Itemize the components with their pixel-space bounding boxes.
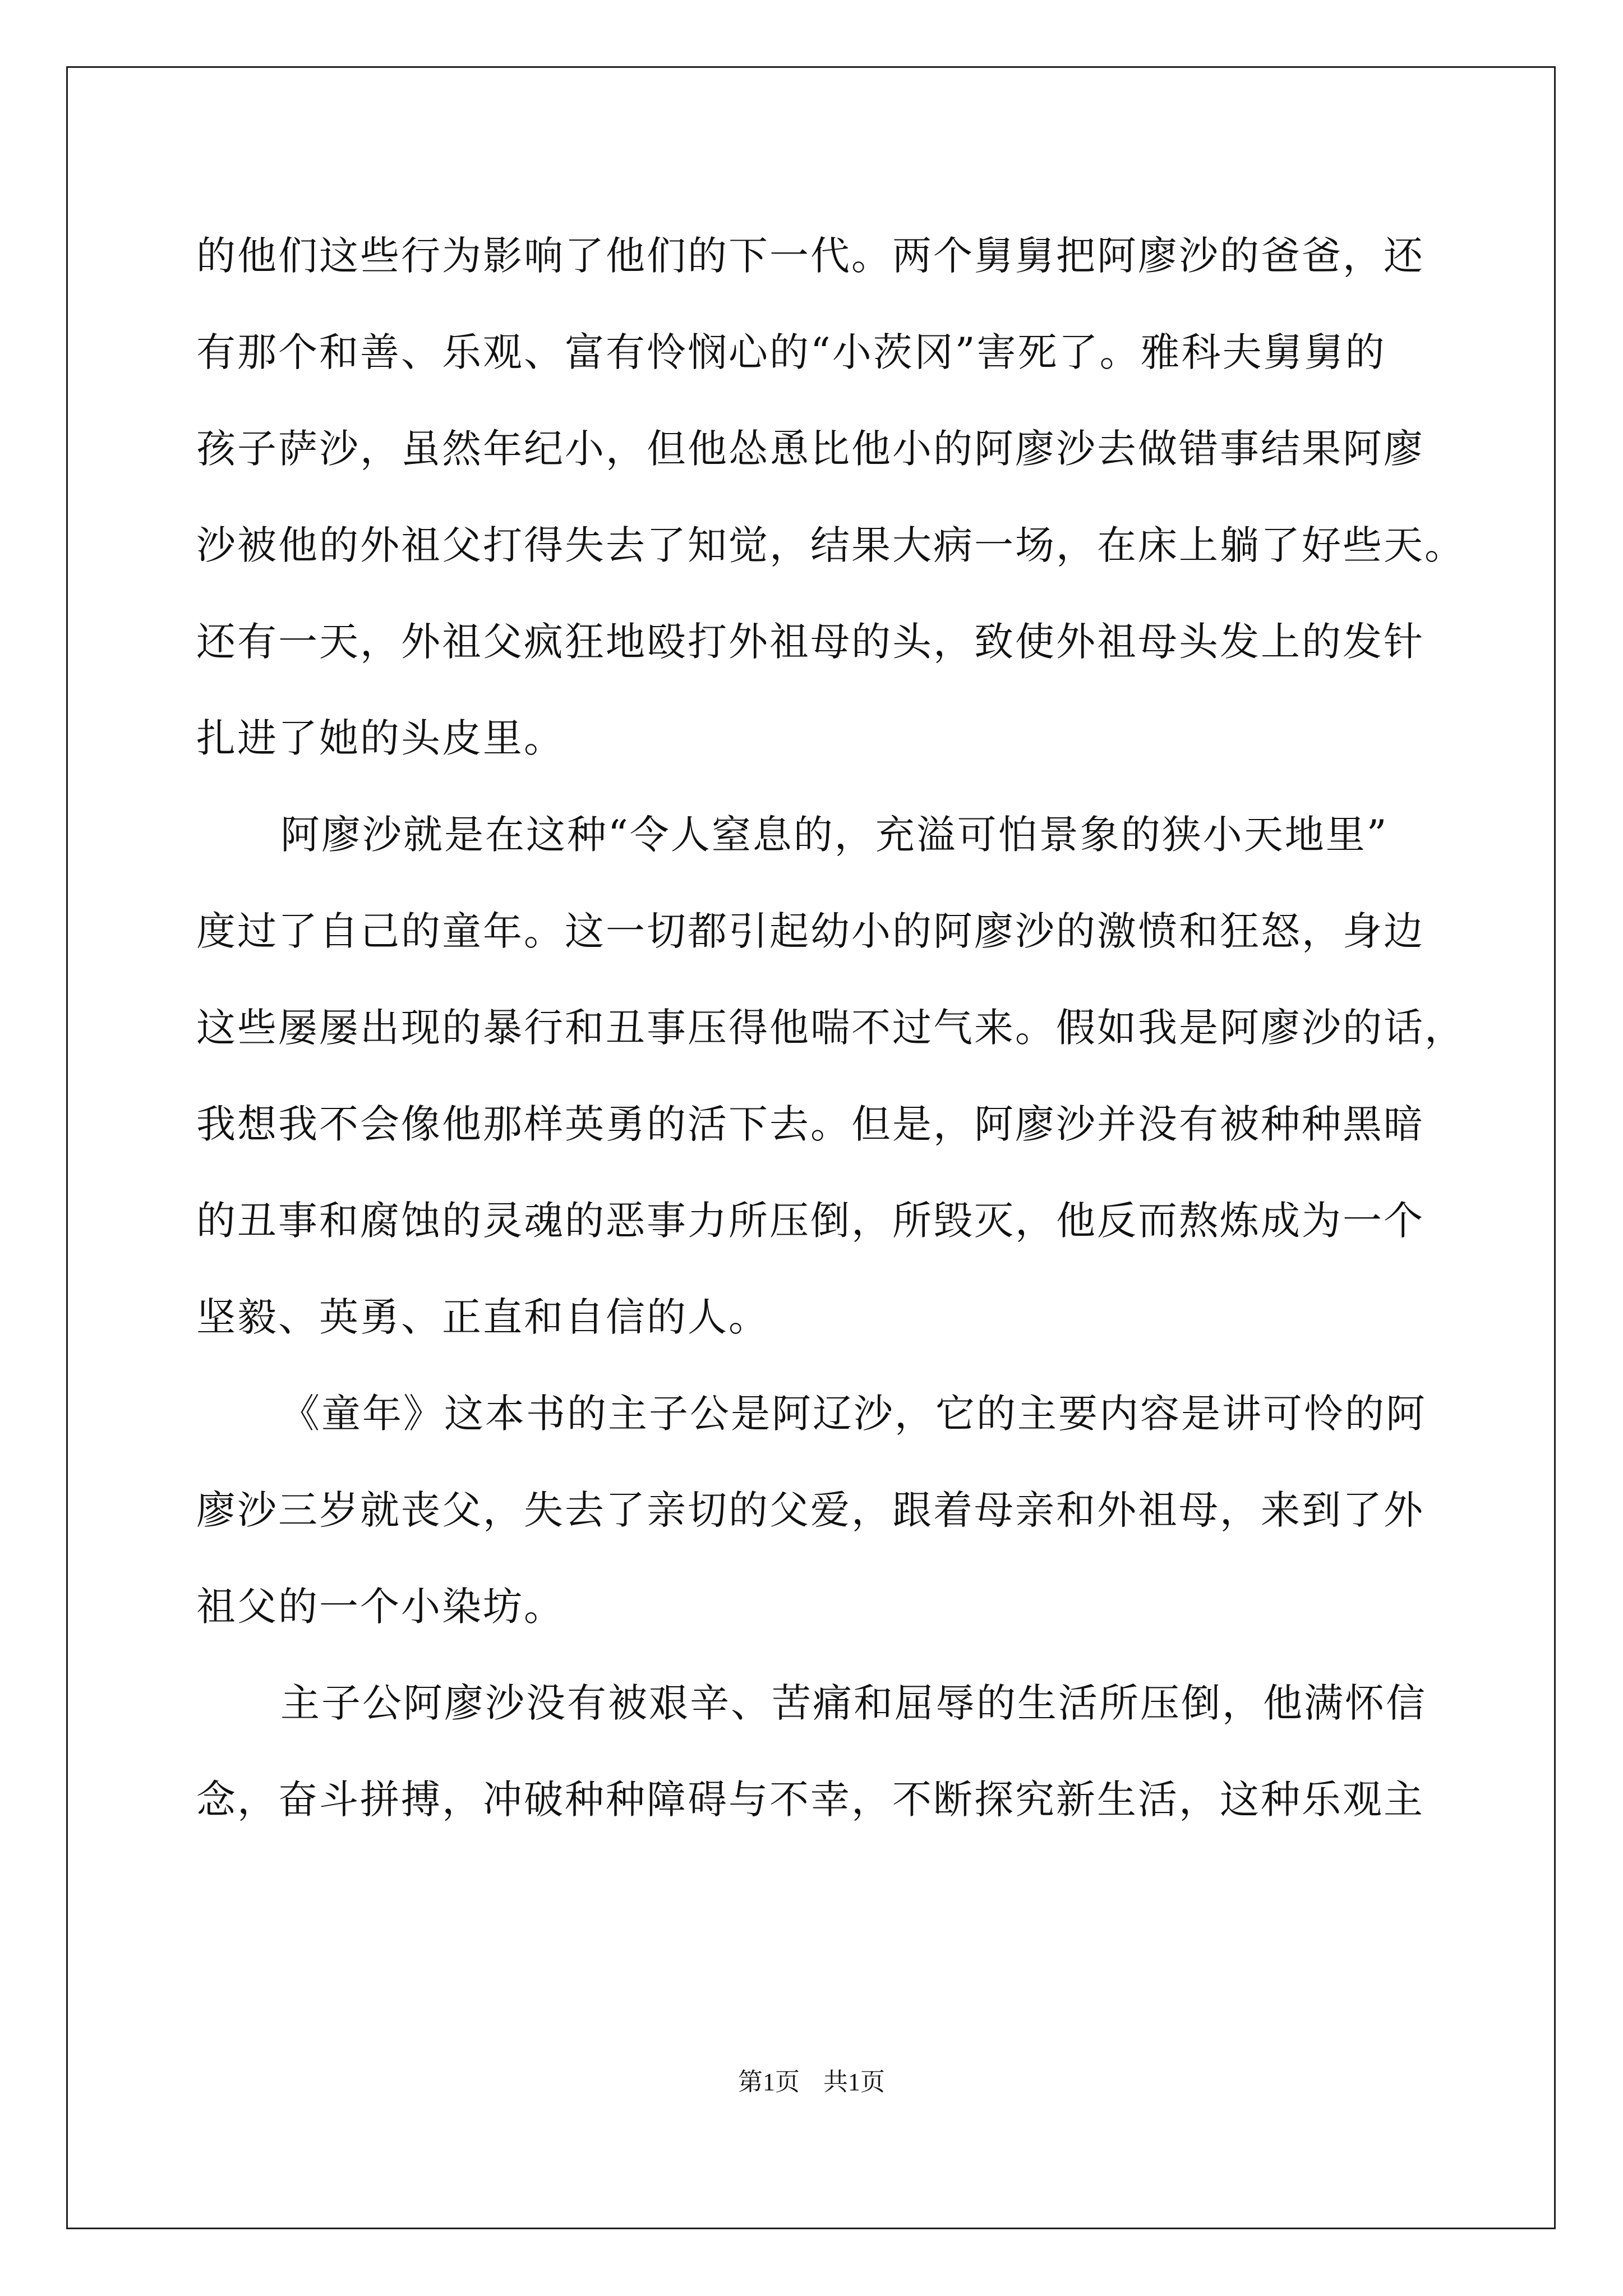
text-line: 这些屡屡出现的暴行和丑事压得他喘不过气来。假如我是阿廖沙的话， (196, 1005, 1465, 1051)
page-number-total: 共1页 (823, 2068, 885, 2096)
text-line: 我想我不会像他那样英勇的活下去。但是，阿廖沙并没有被种种黑暗 (196, 1101, 1424, 1147)
page-number-current: 第1页 (738, 2068, 800, 2096)
document-body (196, 208, 1465, 1848)
text-line: 度过了自己的童年。这一切都引起幼小的阿廖沙的激愤和狂怒，身边 (196, 908, 1424, 954)
paragraph-start-line: 《童年》这本书的主子公是阿辽沙，它的主要内容是讲可怜的阿 (280, 1391, 1427, 1437)
text-line: 孩子萨沙，虽然年纪小，但他怂恿比他小的阿廖沙去做错事结果阿廖 (196, 426, 1424, 472)
text-line: 念，奋斗拼搏，冲破种种障碍与不幸，不断探究新生活，这种乐观主 (196, 1777, 1424, 1823)
text-line: 有那个和善、乐观、富有怜悯心的“小茨冈”害死了。雅科夫舅舅的 (196, 329, 1386, 375)
text-line: 沙被他的外祖父打得失去了知觉，结果大病一场，在床上躺了好些天。 (196, 522, 1465, 568)
text-line: 祖父的一个小染坊。 (196, 1584, 565, 1630)
text-line: 坚毅、英勇、正直和自信的人。 (196, 1294, 769, 1340)
text-line: 的丑事和腐蚀的灵魂的恶事力所压倒，所毁灭，他反而熬炼成为一个 (196, 1198, 1424, 1244)
paragraph-start-line: 主子公阿廖沙没有被艰辛、苦痛和屈辱的生活所压倒，他满怀信 (280, 1680, 1427, 1726)
page-footer (0, 2065, 1623, 2099)
text-line: 扎进了她的头皮里。 (196, 715, 565, 761)
paragraph-start-line: 阿廖沙就是在这种“令人窒息的，充溢可怕景象的狭小天地里” (280, 812, 1389, 858)
text-line: 廖沙三岁就丧父，失去了亲切的父爱，跟着母亲和外祖母，来到了外 (196, 1487, 1424, 1533)
text-line: 的他们这些行为影响了他们的下一代。两个舅舅把阿廖沙的爸爸，还 (196, 233, 1424, 279)
text-line: 还有一天，外祖父疯狂地殴打外祖母的头，致使外祖母头发上的发针 (196, 619, 1424, 665)
